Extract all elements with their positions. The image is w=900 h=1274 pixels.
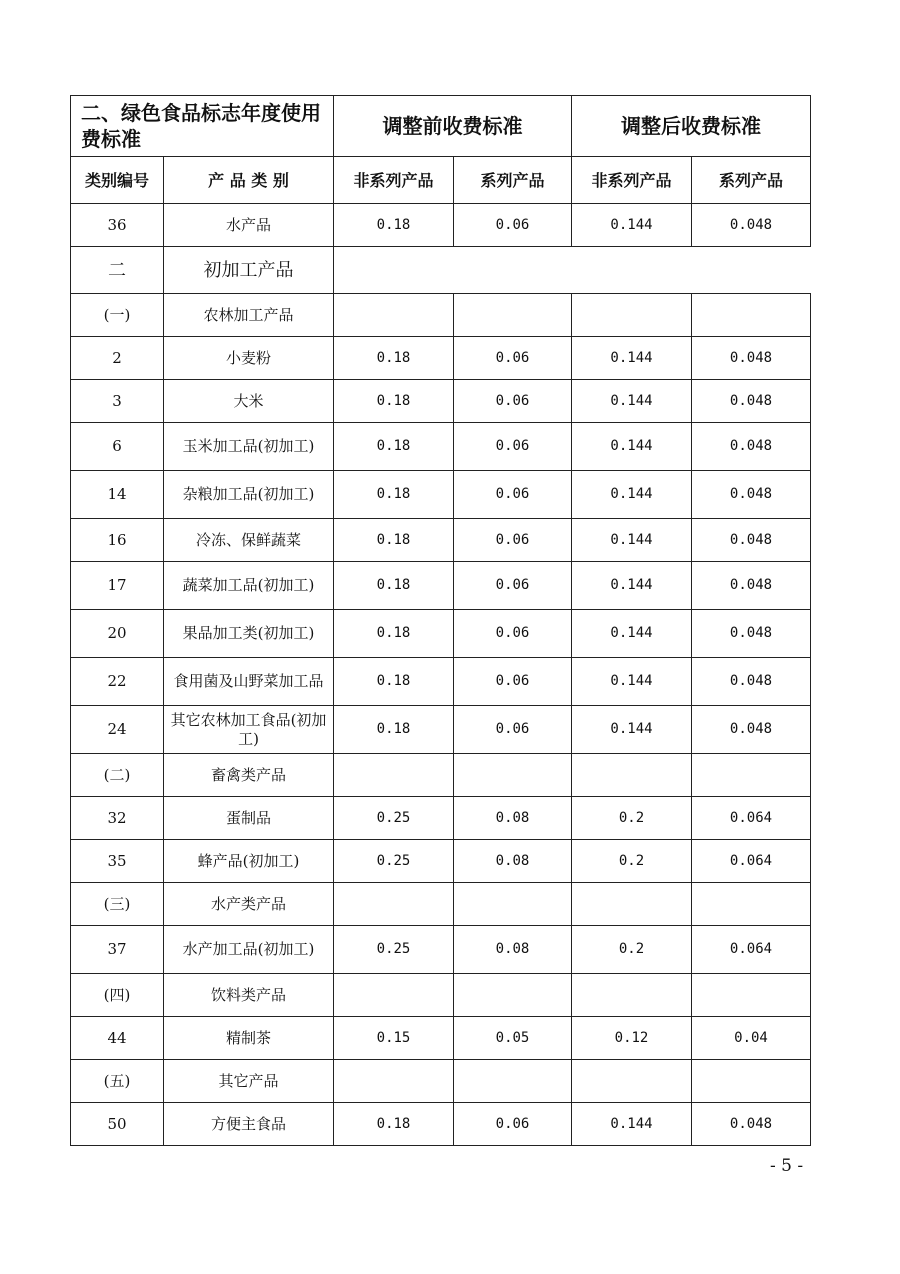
after-non-series-cell — [572, 247, 692, 294]
code-cell: (三) — [71, 883, 164, 926]
category-cell: 方便主食品 — [164, 1103, 334, 1146]
after-series-cell — [692, 883, 811, 926]
after-non-series-cell: 0.144 — [572, 471, 692, 519]
category-cell: 蔬菜加工品(初加工) — [164, 562, 334, 610]
before-series-cell: 0.06 — [454, 562, 572, 610]
category-cell: 果品加工类(初加工) — [164, 610, 334, 658]
before-non-series-cell: 0.25 — [334, 926, 454, 974]
code-cell: 37 — [71, 926, 164, 974]
after-non-series-cell: 0.144 — [572, 658, 692, 706]
after-non-series-cell: 0.144 — [572, 380, 692, 423]
col-header-code: 类别编号 — [71, 157, 164, 204]
before-non-series-cell: 0.18 — [334, 519, 454, 562]
category-cell: 水产加工品(初加工) — [164, 926, 334, 974]
table-row — [71, 926, 811, 974]
after-series-cell: 0.048 — [692, 562, 811, 610]
code-cell: 6 — [71, 423, 164, 471]
table-row — [71, 423, 811, 471]
category-cell: 蛋制品 — [164, 797, 334, 840]
before-series-cell — [454, 883, 572, 926]
after-series-cell — [692, 247, 811, 294]
category-cell: 农林加工产品 — [164, 294, 334, 337]
before-series-cell: 0.06 — [454, 204, 572, 247]
after-adjustment-title: 调整后收费标准 — [572, 96, 811, 157]
table-row — [71, 471, 811, 519]
before-series-cell: 0.08 — [454, 840, 572, 883]
col-header-series-after: 系列产品 — [692, 157, 811, 204]
after-series-cell: 0.064 — [692, 926, 811, 974]
col-header-category: 产 品 类 别 — [164, 157, 334, 204]
before-adjustment-title: 调整前收费标准 — [334, 96, 572, 157]
code-cell: 32 — [71, 797, 164, 840]
category-cell: 玉米加工品(初加工) — [164, 423, 334, 471]
category-cell: 小麦粉 — [164, 337, 334, 380]
table-row — [71, 1103, 811, 1146]
after-non-series-cell: 0.2 — [572, 797, 692, 840]
before-non-series-cell: 0.18 — [334, 423, 454, 471]
code-cell: 50 — [71, 1103, 164, 1146]
category-cell: 水产品 — [164, 204, 334, 247]
after-non-series-cell: 0.144 — [572, 423, 692, 471]
col-header-non-series-after: 非系列产品 — [572, 157, 692, 204]
header-row-1 — [71, 96, 811, 157]
before-series-cell: 0.06 — [454, 519, 572, 562]
before-non-series-cell: 0.18 — [334, 380, 454, 423]
before-non-series-cell — [334, 754, 454, 797]
table-row — [71, 797, 811, 840]
after-non-series-cell: 0.144 — [572, 1103, 692, 1146]
after-non-series-cell: 0.2 — [572, 840, 692, 883]
code-cell: 35 — [71, 840, 164, 883]
group-row — [71, 883, 811, 926]
after-series-cell: 0.048 — [692, 337, 811, 380]
category-cell: 水产类产品 — [164, 883, 334, 926]
before-non-series-cell — [334, 247, 454, 294]
before-series-cell — [454, 1060, 572, 1103]
table-row — [71, 610, 811, 658]
after-series-cell: 0.048 — [692, 1103, 811, 1146]
before-non-series-cell — [334, 1060, 454, 1103]
after-non-series-cell: 0.144 — [572, 610, 692, 658]
after-non-series-cell: 0.144 — [572, 337, 692, 380]
before-series-cell — [454, 754, 572, 797]
after-series-cell: 0.048 — [692, 519, 811, 562]
category-cell: 饮料类产品 — [164, 974, 334, 1017]
header-row-2 — [71, 157, 811, 204]
code-cell: (五) — [71, 1060, 164, 1103]
after-non-series-cell — [572, 754, 692, 797]
page-number: - 5 - — [770, 1156, 804, 1176]
code-cell: 36 — [71, 204, 164, 247]
after-non-series-cell — [572, 883, 692, 926]
category-cell: 蜂产品(初加工) — [164, 840, 334, 883]
before-non-series-cell: 0.18 — [334, 610, 454, 658]
category-cell: 精制茶 — [164, 1017, 334, 1060]
after-non-series-cell: 0.144 — [572, 706, 692, 754]
table-row — [71, 204, 811, 247]
before-series-cell: 0.06 — [454, 1103, 572, 1146]
before-non-series-cell — [334, 974, 454, 1017]
group-row — [71, 974, 811, 1017]
before-series-cell — [454, 247, 572, 294]
category-cell: 冷冻、保鲜蔬菜 — [164, 519, 334, 562]
after-series-cell: 0.048 — [692, 380, 811, 423]
after-series-cell — [692, 294, 811, 337]
after-non-series-cell — [572, 1060, 692, 1103]
before-series-cell: 0.06 — [454, 423, 572, 471]
before-non-series-cell: 0.18 — [334, 337, 454, 380]
after-series-cell: 0.048 — [692, 423, 811, 471]
before-non-series-cell — [334, 294, 454, 337]
code-cell: 20 — [71, 610, 164, 658]
before-non-series-cell — [334, 883, 454, 926]
before-non-series-cell: 0.18 — [334, 658, 454, 706]
after-series-cell: 0.064 — [692, 797, 811, 840]
category-cell: 大米 — [164, 380, 334, 423]
before-series-cell: 0.06 — [454, 658, 572, 706]
before-non-series-cell: 0.18 — [334, 562, 454, 610]
category-cell: 畜禽类产品 — [164, 754, 334, 797]
after-non-series-cell — [572, 294, 692, 337]
code-cell: (一) — [71, 294, 164, 337]
before-non-series-cell: 0.18 — [334, 471, 454, 519]
before-series-cell: 0.05 — [454, 1017, 572, 1060]
before-non-series-cell: 0.25 — [334, 840, 454, 883]
after-series-cell — [692, 1060, 811, 1103]
after-non-series-cell: 0.144 — [572, 204, 692, 247]
category-cell: 食用菌及山野菜加工品 — [164, 658, 334, 706]
before-series-cell: 0.06 — [454, 337, 572, 380]
before-series-cell — [454, 974, 572, 1017]
table-row — [71, 706, 811, 754]
col-header-series-before: 系列产品 — [454, 157, 572, 204]
table-row — [71, 337, 811, 380]
table-row — [71, 840, 811, 883]
category-cell: 初加工产品 — [164, 247, 334, 294]
after-series-cell: 0.04 — [692, 1017, 811, 1060]
code-cell: 17 — [71, 562, 164, 610]
before-series-cell: 0.06 — [454, 706, 572, 754]
code-cell: 2 — [71, 337, 164, 380]
before-non-series-cell: 0.25 — [334, 797, 454, 840]
after-series-cell — [692, 754, 811, 797]
table-row — [71, 658, 811, 706]
before-series-cell: 0.06 — [454, 471, 572, 519]
before-non-series-cell: 0.18 — [334, 706, 454, 754]
section-row — [71, 247, 811, 294]
before-series-cell: 0.06 — [454, 610, 572, 658]
after-series-cell: 0.048 — [692, 658, 811, 706]
table-row — [71, 380, 811, 423]
code-cell: 22 — [71, 658, 164, 706]
code-cell: 3 — [71, 380, 164, 423]
code-cell: 44 — [71, 1017, 164, 1060]
code-cell: 二 — [71, 247, 164, 294]
after-non-series-cell: 0.144 — [572, 519, 692, 562]
code-cell: (二) — [71, 754, 164, 797]
before-series-cell: 0.06 — [454, 380, 572, 423]
code-cell: 14 — [71, 471, 164, 519]
after-non-series-cell: 0.12 — [572, 1017, 692, 1060]
after-non-series-cell — [572, 974, 692, 1017]
before-series-cell — [454, 294, 572, 337]
group-row — [71, 1060, 811, 1103]
after-series-cell: 0.064 — [692, 840, 811, 883]
category-cell: 其它产品 — [164, 1060, 334, 1103]
col-header-non-series-before: 非系列产品 — [334, 157, 454, 204]
category-cell: 杂粮加工品(初加工) — [164, 471, 334, 519]
table-row — [71, 519, 811, 562]
code-cell: 24 — [71, 706, 164, 754]
before-series-cell: 0.08 — [454, 926, 572, 974]
before-non-series-cell: 0.15 — [334, 1017, 454, 1060]
before-series-cell: 0.08 — [454, 797, 572, 840]
after-series-cell — [692, 974, 811, 1017]
table-row — [71, 562, 811, 610]
after-series-cell: 0.048 — [692, 204, 811, 247]
after-series-cell: 0.048 — [692, 471, 811, 519]
section-title: 二、绿色食品标志年度使用费标准 — [71, 96, 334, 157]
after-non-series-cell: 0.144 — [572, 562, 692, 610]
before-non-series-cell: 0.18 — [334, 1103, 454, 1146]
group-row — [71, 294, 811, 337]
table-row — [71, 1017, 811, 1060]
code-cell: (四) — [71, 974, 164, 1017]
category-cell: 其它农林加工食品(初加工) — [164, 706, 334, 754]
after-non-series-cell: 0.2 — [572, 926, 692, 974]
group-row — [71, 754, 811, 797]
fee-table — [70, 95, 811, 1146]
after-series-cell: 0.048 — [692, 706, 811, 754]
before-non-series-cell: 0.18 — [334, 204, 454, 247]
after-series-cell: 0.048 — [692, 610, 811, 658]
code-cell: 16 — [71, 519, 164, 562]
